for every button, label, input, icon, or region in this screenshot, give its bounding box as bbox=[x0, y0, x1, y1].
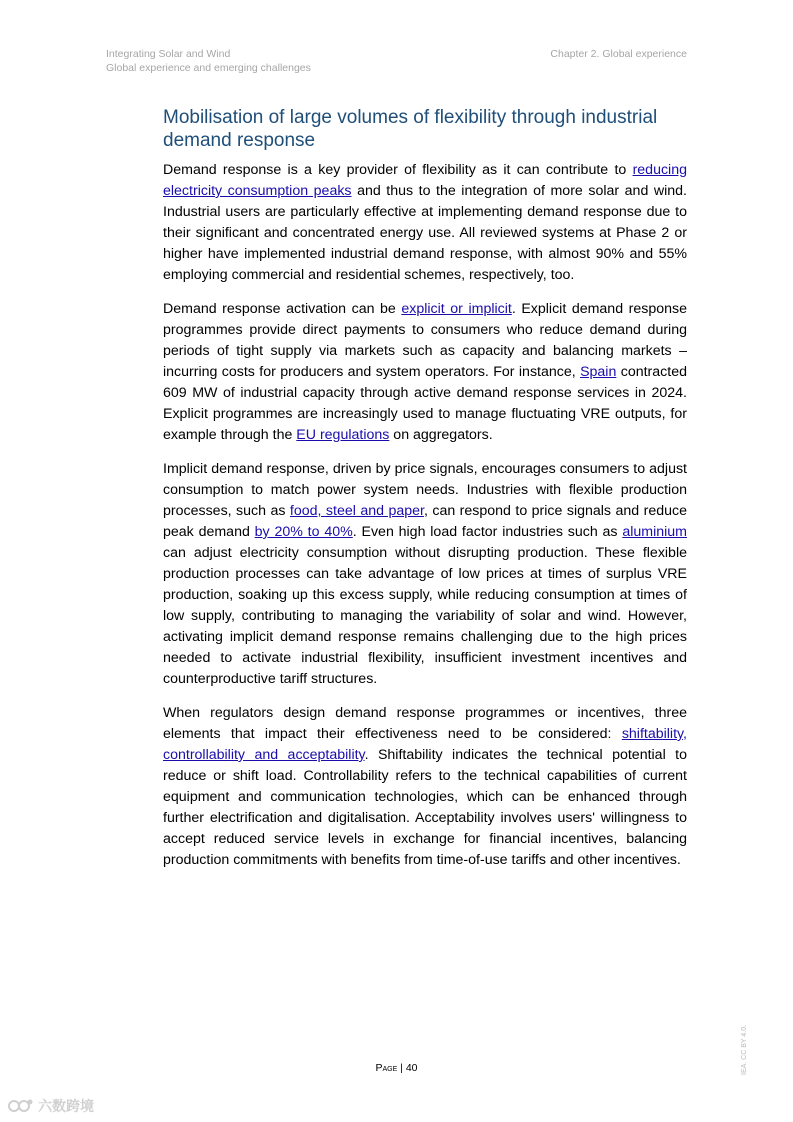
running-header-left bbox=[106, 47, 311, 75]
text: Demand response is a key provider of flexibility as it can contribute to bbox=[163, 162, 633, 178]
link-reducing-peaks[interactable]: reducing electricity consumption peaks bbox=[163, 162, 687, 199]
header-report-subtitle: Global experience and emerging challenges bbox=[106, 62, 311, 74]
paragraph-1 bbox=[163, 160, 687, 286]
link-spain[interactable]: Spain bbox=[580, 364, 617, 380]
running-header-right bbox=[550, 47, 687, 61]
text: can adjust electricity consumption without disrupting production. These flexible production processes can take advantage of low prices at times of surplus VRE production, soaking up this excess supply, while reducing consumption at times of low supply, contributing to managing the variability of solar and wind. However, activating implicit demand response remains challenging due to the high prices needed to activate industrial flexibility, insufficient investment incentives and counterproductive tariff structures. bbox=[163, 545, 687, 687]
text: , can respond to price signals and reduce peak demand bbox=[163, 503, 687, 540]
paragraph-3 bbox=[163, 459, 687, 690]
link-shiftability[interactable]: shiftability, controllability and acceptability bbox=[163, 726, 687, 763]
text: Demand response activation can be bbox=[163, 301, 402, 317]
section-title: Mobilisation of large volumes of flexibility through industrial demand response bbox=[163, 107, 658, 151]
text: and thus to the integration of more solar and wind. Industrial users are particularly effective at implementing demand response due to their significant and concentrated energy use. All reviewed systems at Phase 2 or higher have implemented industrial demand response, with almost 90% and 55% employing commercial and residential schemes, respectively, too. bbox=[163, 183, 687, 283]
page-label: Page bbox=[375, 1062, 398, 1074]
text: Implicit demand response, driven by price signals, encourages consumers to adjust consumption to match power system needs. Industries with flexible production processes, such as bbox=[163, 461, 687, 519]
license-note: IEA. CC BY 4.0. bbox=[741, 1024, 748, 1075]
text: . Even high load factor industries such as bbox=[352, 524, 623, 540]
page-body bbox=[163, 106, 687, 884]
watermark-logo-icon bbox=[8, 1098, 34, 1114]
watermark bbox=[8, 1096, 94, 1116]
text: When regulators design demand response programmes or incentives, three elements that impact their effectiveness need to be considered: bbox=[163, 705, 687, 742]
link-food-steel-paper[interactable]: food, steel and paper bbox=[289, 503, 424, 519]
text: . Explicit demand response programmes provide direct payments to consumers who reduce demand during periods of tight supply via markets such as capacity and balancing markets – incurring costs for producers and system operators. For instance, bbox=[163, 301, 688, 380]
link-explicit-implicit[interactable]: explicit or implicit bbox=[401, 301, 512, 317]
link-20-to-40[interactable]: by 20% to 40% bbox=[254, 524, 353, 540]
page-separator: | bbox=[397, 1062, 406, 1074]
page-footer bbox=[0, 1062, 793, 1074]
page-number: 40 bbox=[405, 1062, 418, 1074]
text: on aggregators. bbox=[389, 427, 493, 443]
link-eu-regulations[interactable]: EU regulations bbox=[296, 427, 390, 443]
text: . Shiftability indicates the technical potential to reduce or shift load. Controllability refers to the technical capabilities of current equipment and communication technologies, which can be enhanced through further electrification and digitalisation. Acceptability involves users' willingness to accept reduced service levels in exchange for financial incentives, balancing production commitments with benefits from time-of-use tariffs and other incentives. bbox=[163, 747, 687, 868]
paragraph-4 bbox=[163, 703, 687, 871]
header-report-title: Integrating Solar and Wind bbox=[106, 48, 231, 60]
text: contracted 609 MW of industrial capacity through active demand response services in 2024. Explicit programmes are increasingly used to manage fluctuating VRE outputs, for example through the bbox=[163, 364, 687, 443]
watermark-text: 六数跨境 bbox=[38, 1098, 94, 1114]
header-chapter: Chapter 2. Global experience bbox=[550, 48, 687, 60]
link-aluminium[interactable]: aluminium bbox=[622, 524, 687, 540]
paragraph-2 bbox=[163, 299, 687, 446]
